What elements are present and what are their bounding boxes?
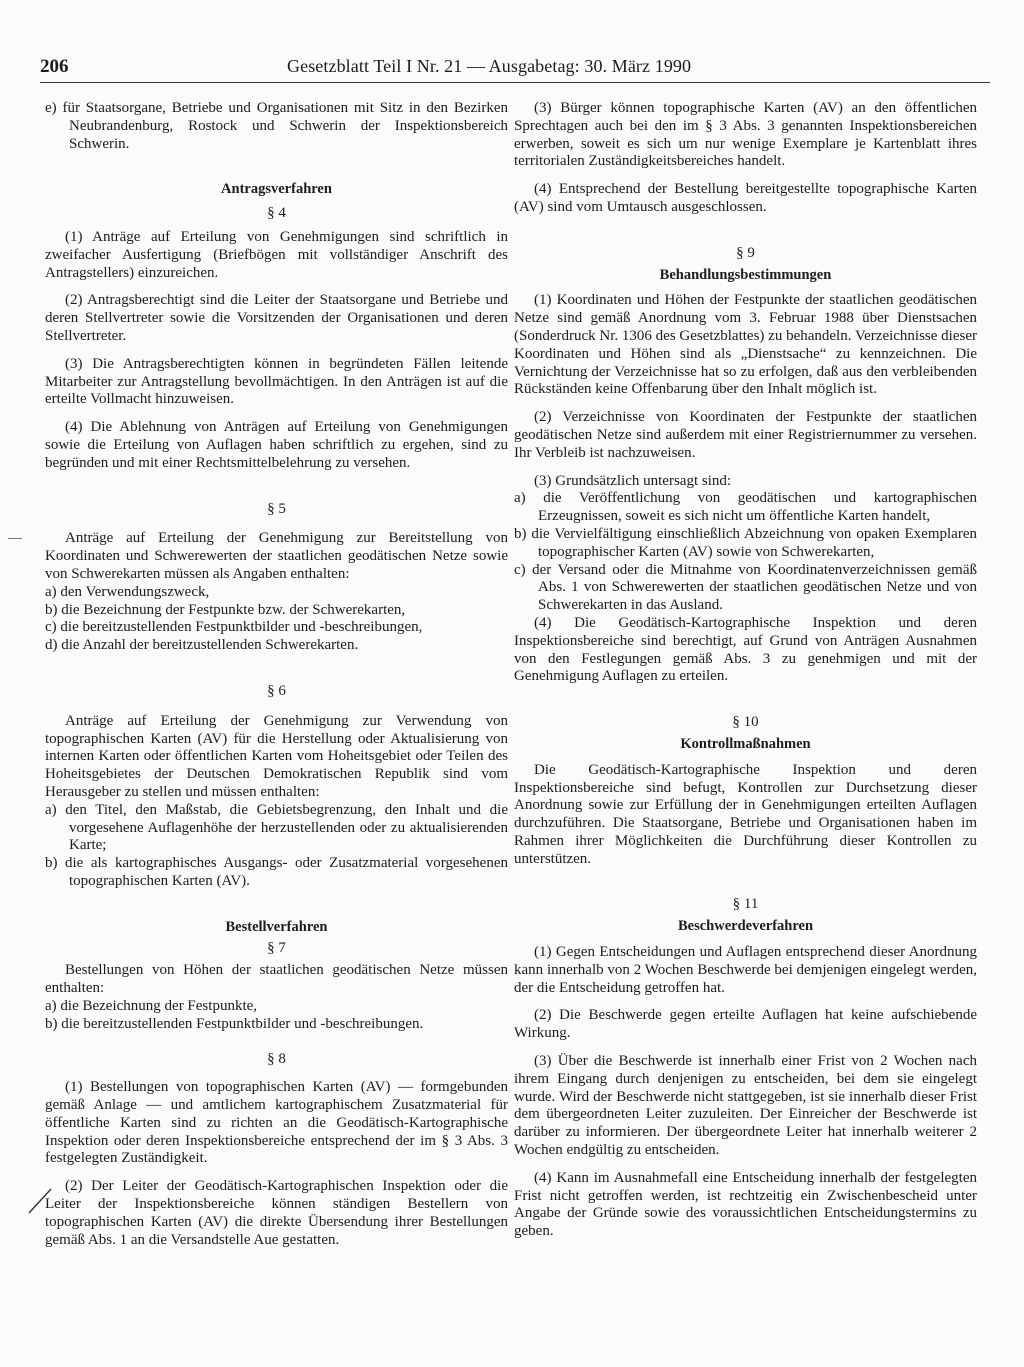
s11-para-2: (2) Die Beschwerde gegen erteilte Auflagen hat keine aufschiebende Wirkung. [514,1007,977,1042]
s9-item-c: c) der Versand oder die Mitnahme von Koordinatenverzeichnissen gemäß Abs. 1 von Schwerewerten der staatlichen geodätischen Netze und von Schwerekarten in das Ausland. [514,561,977,614]
section-11-label: § 11 [732,896,759,913]
s7-item-b: b) die bereitzustellenden Festpunktbilder und -beschreibungen. [45,1015,424,1032]
s9-para-2: (2) Verzeichnisse von Koordinaten der Festpunkte der staatlichen geodätischen Netze sind außerdem mit einer Registriernummer zu versehen. Ihr Verbleib ist nachzuweisen. [514,409,977,461]
s9-para-1: (1) Koordinaten und Höhen der Festpunkte der staatlichen geodätischen Netze sind gemäß Anordnung vom 3. Februar 1988 über Dienstsachen (Sonderdruck Nr. 1306 des Gesetzblattes) zu behandeln. Verzeichnisse dieser Koordinaten und Höhen sind als „Dienstsache“ zu kennzeichnen. Die Vernichtung der Verzeichnisse hat so zu erfolgen, daß aus den verbleibenden Rückständen keine Offenbarung über den Inhalt möglich ist. [514,292,977,398]
section-7-label: § 7 [267,940,286,957]
section-9-label: § 9 [736,244,755,261]
s5-item-b: b) die Bezeichnung der Festpunkte bzw. der Schwerekarten, [45,601,406,618]
s9-para-3: (3) Grundsätzlich untersagt sind: [534,472,732,489]
s8-para-2: (2) Der Leiter der Geodätisch-Kartographischen Inspektion oder die Leiter der Inspektionsbereiche können ständigen Bestellern von topographischen Karten (AV) die direkte Übersendung ihrer Bestellungen gemäß Abs. 1 an die Versandstelle Aue gestatten. [45,1178,508,1248]
s4-para-2: (2) Antragsberechtigt sind die Leiter der Staatsorgane und Betriebe und deren Stellvertreter sowie die Vorsitzenden der Organisationen und deren Stellvertreter. [45,292,508,344]
s5-item-a: a) den Verwendungszweck, [45,583,210,600]
s9-para-4: (4) Die Geodätisch-Kartographische Inspektion und deren Inspektionsbereiche sind berechtigt, auf Grund von Anträgen Ausnahmen von den Festlegungen gemäß Abs. 3 zu genehmigen und mit der Genehmigung Auflagen zu erteilen. [514,614,977,685]
s4-para-1: (1) Anträge auf Erteilung von Genehmigungen sind schriftlich in zweifacher Ausfertigung (Briefbögen mit vollständiger Anschrift des Antragstellers) einzureichen. [45,228,508,281]
s7-item-a: a) die Bezeichnung der Festpunkte, [45,997,258,1014]
s11-para-3: (3) Über die Beschwerde ist innerhalb einer Frist von 2 Wochen nach ihrem Eingang durch denjenigen zu entscheiden, bei dem sie eingelegt wurde. Wird der Beschwerde nicht stattgegeben, ist sie innerhalb dieser Frist dem übergeordneten Leiter zuzuleiten. Der Einreicher der Beschwerde ist darüber zu informieren. Der übergeordnete Leiter hat innerhalb weiterer 2 Wochen endgültig zu entscheiden. [514,1053,977,1159]
s5-item-c: c) die bereitzustellenden Festpunktbilder und -beschreibungen, [45,619,423,636]
right-column [514,100,977,1241]
heading-bestellverfahren: Bestellverfahren [225,918,328,935]
section-8-label: § 8 [267,1051,286,1068]
s8-para-4: (4) Entsprechend der Bestellung bereitgestellte topographische Karten (AV) sind vom Umtausch ausgeschlossen. [514,181,977,215]
s6-intro: Anträge auf Erteilung der Genehmigung zur Verwendung von topographischen Karten (AV) für die Herstellung oder Aktualisierung von internen Karten oder öffentlichen Karten vom Hoheitsgebiet oder Teilen des Hoheitsgebietes der Deutschen Demokratischen Republik sind vom Herausgeber zu stellen und müssen enthalten: [45,712,508,800]
s4-para-3: (3) Die Antragsberechtigten können in begründeten Fällen leitende Mitarbeiter zur Antragstellung bevollmächtigen. In den Anträgen ist auf die erteilte Vollmacht hinzuweisen. [45,355,508,408]
s6-item-b: b) die als kartographisches Ausgangs- oder Zusatzmaterial vorgesehenen topographischen Karten (AV). [45,855,508,889]
page-number: 206 [40,56,69,77]
s4-para-4: (4) Die Ablehnung von Anträgen auf Erteilung von Genehmigungen sowie die Erteilung von Auflagen haben schriftlich zu ergehen, sind zu begründen und mit einer Rechtsmittelbelehrung zu versehen. [45,419,508,471]
section-6-label: § 6 [267,682,286,699]
s8-para-3: (3) Bürger können topographische Karten (AV) an den öffentlichen Sprechtagen auch bei den im § 3 Abs. 3 genannten Inspektionsbereichen erwerben, soweit es sich um nur wenige Exemplare je Kartenblatt ihres territorialen Zuständigkeitsbereiches handelt. [514,100,977,170]
s5-intro: Anträge auf Erteilung der Genehmigung zur Bereitstellung von Koordinaten und Schwerewerten der staatlichen geodätischen Netze sowie von Schwerekarten müssen als Angaben enthalten: [45,530,508,582]
s10-para-1: Die Geodätisch-Kartographische Inspektion und deren Inspektionsbereiche sind befugt, Kontrollen zur Durchsetzung dieser Anordnung sowie zur Erfüllung der in Genehmigungen erteilten Auflagen durchzuführen. Die Staatsorgane, Betriebe und Organisationen haben im Rahmen ihrer Möglichkeiten die Durchführung dieser Kontrollen zu unterstützen. [514,761,977,867]
page-header [40,56,990,80]
gazette-title: Gesetzblatt Teil I Nr. 21 — Ausgabetag: 30. März 1990 [287,56,692,76]
s5-item-d: d) die Anzahl der bereitzustellenden Schwerekarten. [45,637,359,654]
s11-para-4: (4) Kann im Ausnahmefall eine Entscheidung innerhalb der festgelegten Frist nicht getroffen werden, ist rechtzeitig ein Zwischenbescheid unter Angabe der Gründe sowie des voraussichtlichen Entscheidungstermins zu geben. [514,1169,977,1240]
header-rule [40,82,990,83]
left-column [45,100,508,1249]
heading-behandlungsbestimmungen: Behandlungsbestimmungen [659,266,832,283]
s11-para-1: (1) Gegen Entscheidungen und Auflagen entsprechend dieser Anordnung kann innerhalb von 2 Wochen Beschwerde bei demjenigen eingelegt werden, der die Entscheidung getroffen hat. [514,944,977,996]
section-4-label: § 4 [267,205,286,222]
item-e: e) für Staatsorgane, Betriebe und Organisationen mit Sitz in den Bezirken Neubrandenburg, Rostock und Schwerin der Inspektionsbereich Schwerin. [45,100,508,152]
s9-item-b: b) die Vervielfältigung einschließlich Abzeichnung von opaken Exemplaren topographischer Karten (AV) sowie von Schwerekarten, [514,525,977,560]
heading-antragsverfahren: Antragsverfahren [221,181,332,198]
s9-item-a: a) die Veröffentlichung von geodätischen und kartographischen Erzeugnissen, soweit es sich nicht um öffentliche Karten handelt, [514,490,977,525]
margin-dash [8,538,22,539]
s7-intro: Bestellungen von Höhen der staatlichen geodätischen Netze müssen enthalten: [45,962,508,997]
heading-kontrollmassnahmen: Kontrollmaßnahmen [680,735,811,752]
s6-item-a: a) den Titel, den Maßstab, die Gebietsbegrenzung, den Inhalt und die vorgesehene Auflagenhöhe der herzustellenden oder zu aktualisierenden Karte; [45,801,508,854]
section-5-label: § 5 [267,500,286,517]
s8-para-1: (1) Bestellungen von topographischen Karten (AV) — formgebunden gemäß Anlage — und amtlichem kartographischem Zusatzmaterial für öffentliche Karten sind zu richten an die Geodätisch-Kartographische Inspektion oder deren Inspektionsbereiche entsprechend der im § 3 Abs. 3 festgelegten Zuständigkeit. [45,1079,508,1167]
heading-beschwerdeverfahren: Beschwerdeverfahren [677,918,814,935]
section-10-label: § 10 [732,714,759,731]
